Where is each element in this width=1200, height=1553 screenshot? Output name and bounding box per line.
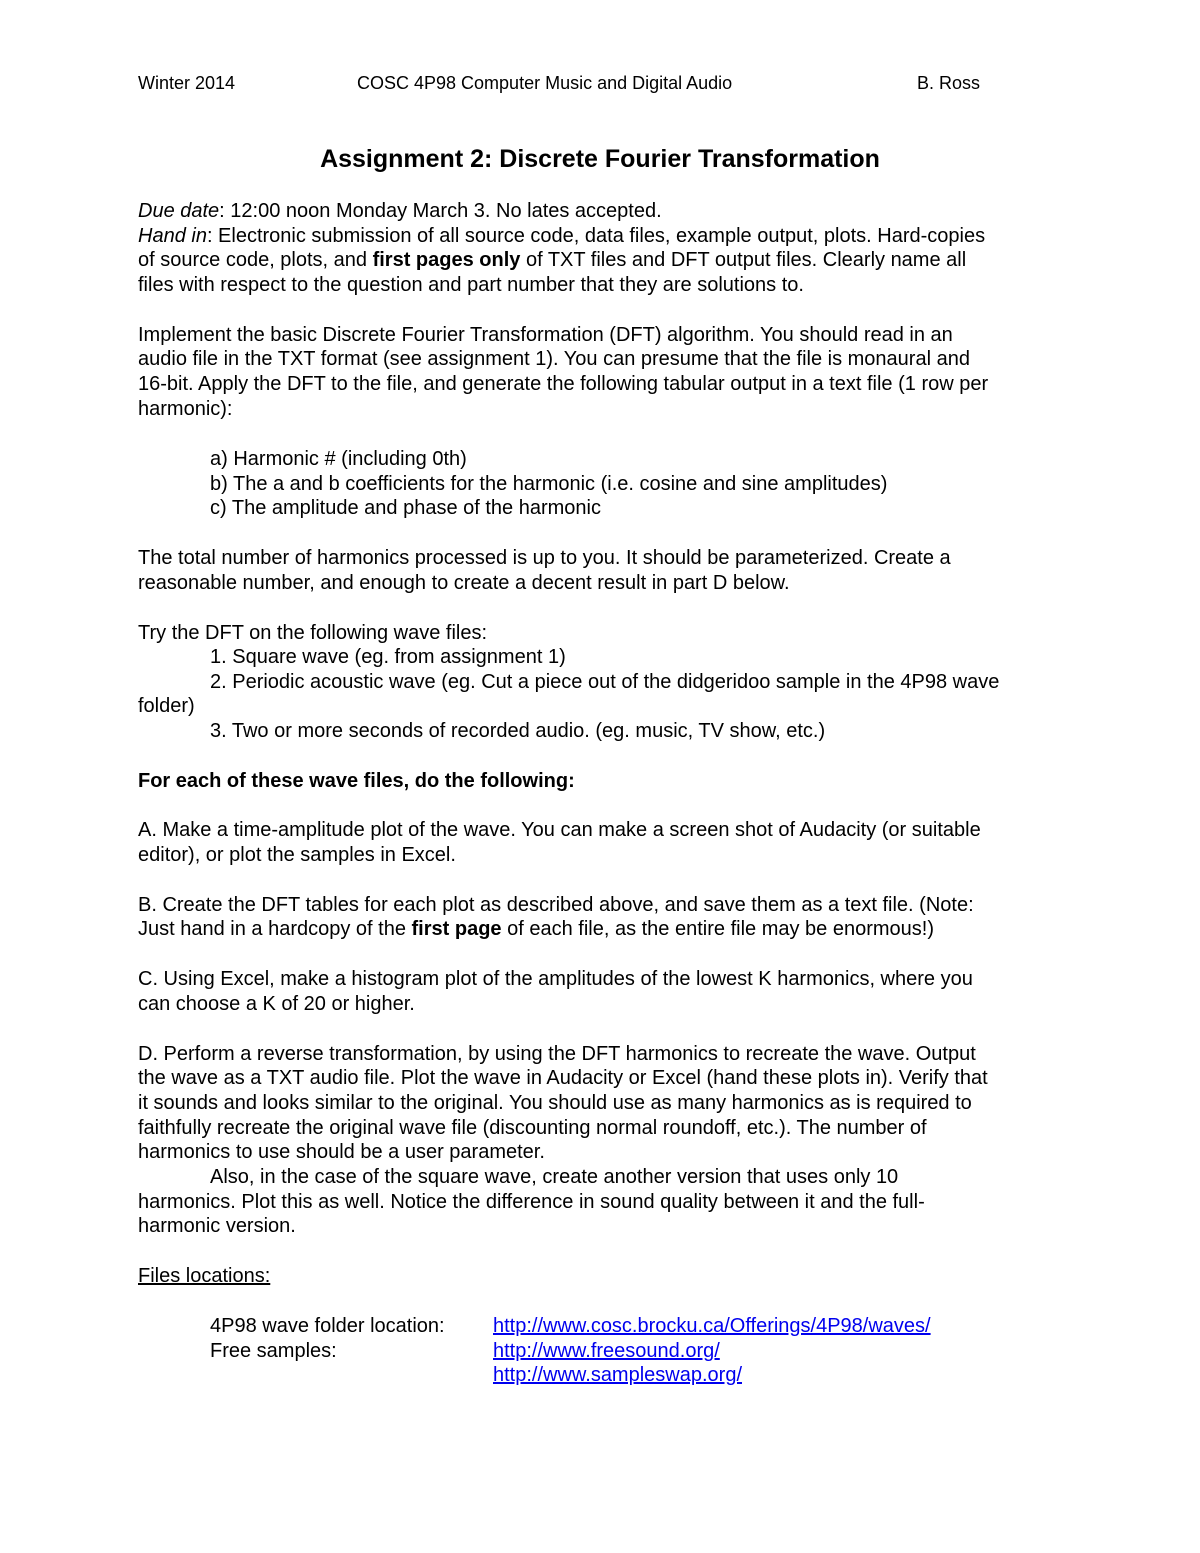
part-c-line: can choose a K of 20 or higher. <box>138 993 415 1015</box>
part-d-line: faithfully recreate the original wave file (discounting normal roundoff, etc.). The number of <box>138 1117 927 1139</box>
for-each-heading: For each of these wave files, do the following: <box>138 770 575 792</box>
freesound-link[interactable]: http://www.freesound.org/ <box>493 1340 720 1362</box>
part-c-line: C. Using Excel, make a histogram plot of the amplitudes of the lowest K harmonics, where you <box>138 968 973 990</box>
header-center: COSC 4P98 Computer Music and Digital Audio <box>357 73 733 93</box>
part-d2-line: harmonic version. <box>138 1215 296 1237</box>
page-title: Assignment 2: Discrete Fourier Transformation <box>320 145 880 173</box>
part-d2-line: Also, in the case of the square wave, create another version that uses only 10 <box>210 1166 899 1188</box>
hand-in-text-b: of TXT files and DFT output files. Clearly name all <box>520 249 967 271</box>
hand-in-text-a: of source code, plots, and <box>138 249 373 271</box>
try-intro: Try the DFT on the following wave files: <box>138 622 488 644</box>
intro-line: audio file in the TXT format (see assignment 1). You can presume that the file is monaural and <box>138 348 970 370</box>
part-b-line-2 <box>138 917 934 941</box>
part-b-text-a: Just hand in a hardcopy of the <box>138 918 412 940</box>
files-heading: Files locations: <box>138 1265 271 1287</box>
header-left: Winter 2014 <box>138 73 236 93</box>
part-b-line-1: B. Create the DFT tables for each plot as described above, and save them as a text file. (Note: <box>138 894 974 916</box>
hand-in-bold: first pages only <box>372 249 521 271</box>
harmonics-line: reasonable number, and enough to create a decent result in part D below. <box>138 572 790 594</box>
header-right: B. Ross <box>917 73 981 93</box>
part-b-text-b: of each file, as the entire file may be enormous!) <box>501 918 934 940</box>
due-date-label: Due date <box>138 200 220 222</box>
part-d-line: harmonics to use should be a user parameter. <box>138 1141 545 1163</box>
hand-in-text: : Electronic submission of all source code, data files, example output, plots. Hard-copies <box>206 225 986 247</box>
due-date-line <box>138 199 662 223</box>
wave-file-item: 2. Periodic acoustic wave (eg. Cut a piece out of the didgeridoo sample in the 4P98 wave <box>210 671 1000 693</box>
part-d-line: D. Perform a reverse transformation, by using the DFT harmonics to recreate the wave. Output <box>138 1043 976 1065</box>
hand-in-line-3: files with respect to the question and part number that they are solutions to. <box>138 274 804 296</box>
wave-file-item-cont: folder) <box>138 695 195 717</box>
hand-in-line-1 <box>138 224 985 248</box>
intro-line: 16-bit. Apply the DFT to the file, and generate the following tabular output in a text file (1 row per <box>138 373 989 395</box>
part-d-line: it sounds and looks similar to the original. You should use as many harmonics as is required to <box>138 1092 972 1114</box>
wave-folder-link[interactable]: http://www.cosc.brocku.ca/Offerings/4P98/waves/ <box>493 1315 931 1337</box>
part-d2-line: harmonics. Plot this as well. Notice the difference in sound quality between it and the full- <box>138 1191 925 1213</box>
free-samples-label: Free samples: <box>210 1340 337 1362</box>
output-item: a) Harmonic # (including 0th) <box>210 448 467 470</box>
harmonics-line: The total number of harmonics processed is up to you. It should be parameterized. Create a <box>138 547 951 569</box>
wave-file-item: 3. Two or more seconds of recorded audio. (eg. music, TV show, etc.) <box>210 720 826 742</box>
part-a-line: A. Make a time-amplitude plot of the wave. You can make a screen shot of Audacity (or suitable <box>138 819 981 841</box>
sampleswap-link[interactable]: http://www.sampleswap.org/ <box>493 1364 742 1386</box>
due-date-text: : 12:00 noon Monday March 3. No lates accepted. <box>219 200 662 222</box>
output-item: b) The a and b coefficients for the harmonic (i.e. cosine and sine amplitudes) <box>210 473 888 495</box>
intro-line: harmonic): <box>138 398 233 420</box>
hand-in-line-2 <box>138 248 966 272</box>
wave-file-item: 1. Square wave (eg. from assignment 1) <box>210 646 566 668</box>
intro-line: Implement the basic Discrete Fourier Transformation (DFT) algorithm. You should read in an <box>138 324 953 346</box>
hand-in-label: Hand in <box>138 225 207 247</box>
part-a-line: editor), or plot the samples in Excel. <box>138 844 456 866</box>
part-b-bold: first page <box>411 918 502 940</box>
output-item: c) The amplitude and phase of the harmonic <box>210 497 601 519</box>
part-d-line: the wave as a TXT audio file. Plot the wave in Audacity or Excel (hand these plots in). Verify that <box>138 1067 988 1089</box>
wave-folder-label: 4P98 wave folder location: <box>210 1315 445 1337</box>
